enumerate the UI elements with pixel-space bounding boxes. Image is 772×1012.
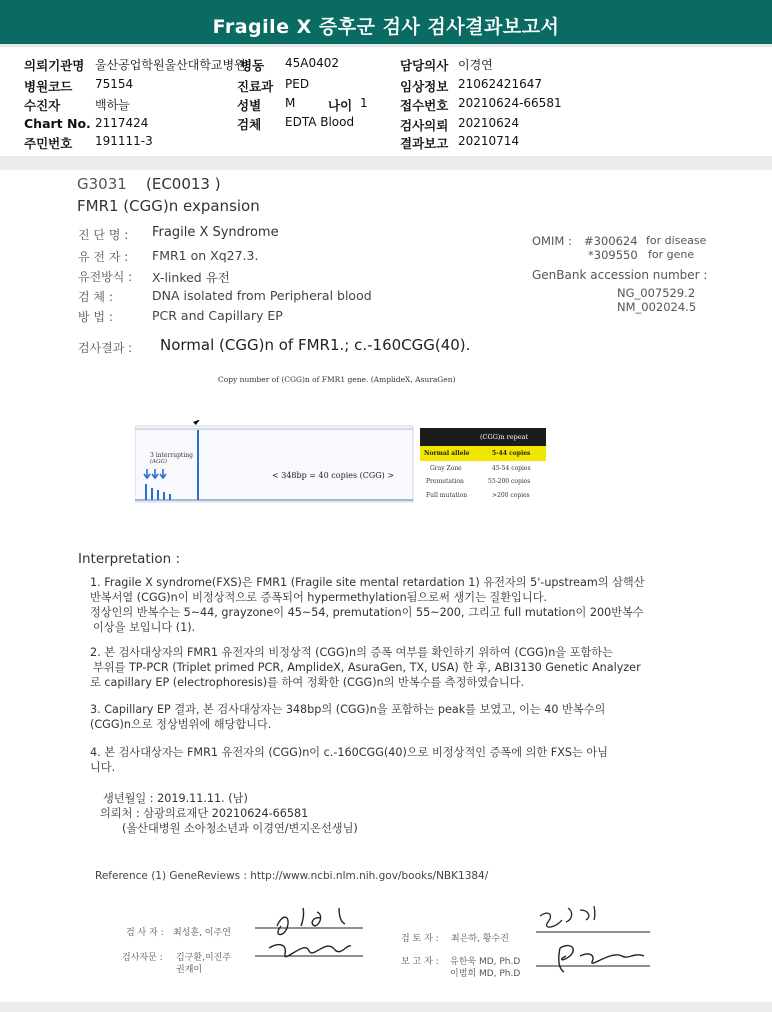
test-code-ec: (EC0013 ) bbox=[146, 175, 221, 193]
birth-date: 생년월일 : 2019.11.11. (남) bbox=[103, 792, 248, 805]
reviewer-signature bbox=[530, 900, 660, 980]
chart-value: 2117424 bbox=[95, 116, 149, 130]
interrupt-sub: (AGG) bbox=[150, 459, 168, 465]
interp-line: 이상을 보입니다 (1). bbox=[93, 621, 196, 634]
table-row-name: Normal allele bbox=[424, 450, 470, 457]
interp-line: 로 capillary EP (electrophoresis)를 하여 정확한 (CGG)n의 반복수를 측정하였습니다. bbox=[90, 676, 525, 689]
interrupt-label: 3 interrupting bbox=[150, 452, 193, 459]
interp-line: 1. Fragile X syndrome(FXS)은 FMR1 (Fragile site mental retardation 1) 유전자의 5'-upstream의 삼핵산 bbox=[90, 576, 645, 589]
requester-detail: (울산대병원 소아청소년과 이경연/변지온선생님) bbox=[122, 822, 358, 835]
report-date-label: 결과보고 bbox=[400, 136, 449, 151]
clinical-info-label: 임상정보 bbox=[400, 79, 449, 94]
reviewer-names: 최은하, 황수진 bbox=[451, 934, 509, 944]
interp-line: 3. Capillary EP 결과, 본 검사대상자는 348bp의 (CGG)n을 포함하는 peak를 보였고, 이는 40 반복수의 bbox=[90, 703, 606, 716]
row-inheritance-label: 유전방식 : bbox=[78, 270, 133, 284]
ward-value: 45A0402 bbox=[285, 56, 340, 70]
request-date-value: 20210624 bbox=[458, 116, 520, 130]
reference: Reference (1) GeneReviews : http://www.ncbi.nlm.nih.gov/books/NBK1384/ bbox=[95, 870, 489, 882]
interp-line: 반복서열 (CGG)n이 비정상적으로 증폭되어 hypermethylation됨으로써 생기는 질환입니다. bbox=[90, 591, 548, 604]
dept-label: 진료과 bbox=[237, 79, 274, 94]
interp-line: 정상인의 반복수는 5~44, grayzone이 45~54, premutation이 55~200, 그리고 full mutation이 200반복수 bbox=[90, 606, 644, 619]
row-inheritance-value: X-linked 유전 bbox=[152, 270, 230, 285]
row-diagnosis-value: Fragile X Syndrome bbox=[152, 225, 279, 240]
scanned-report bbox=[0, 170, 772, 1002]
ward-label: 병동 bbox=[240, 58, 265, 73]
row-method-value: PCR and Capillary EP bbox=[152, 308, 283, 323]
table-row-range: 45-54 copies bbox=[492, 465, 531, 472]
result-label: 검사결과 : bbox=[78, 341, 133, 355]
test-name: FMR1 (CGG)n expansion bbox=[77, 197, 260, 215]
interp-line: 부위를 TP-PCR (Triplet primed PCR, AmplideX, AsuraGen, TX, USA) 한 후, ABI3130 Genetic Analyzer bbox=[93, 661, 641, 674]
genbank-nm: NM_002024.5 bbox=[617, 300, 697, 314]
test-code: G3031 bbox=[77, 175, 127, 193]
table-row-name: Gray Zone bbox=[430, 465, 462, 472]
repeat-table-header: (CGG)n repeat bbox=[480, 433, 529, 441]
dept-value: PED bbox=[285, 77, 310, 91]
report-header-bar bbox=[0, 0, 772, 47]
hospital-code-label: 병원코드 bbox=[24, 79, 73, 94]
table-row-name: Full mutation bbox=[426, 492, 468, 499]
row-diagnosis-label: 진 단 명 : bbox=[78, 228, 129, 242]
age-label: 나이 bbox=[328, 98, 353, 113]
advisor-names: 김구환,이진주 bbox=[176, 953, 232, 963]
interp-line: 2. 본 검사대상자의 FMR1 유전자의 비정상적 (CGG)n의 증폭 여부를 확인하기 위하여 (CGG)n을 포함하는 bbox=[90, 646, 613, 659]
receipt-value: 20210624-66581 bbox=[458, 96, 562, 110]
table-row-range: 5-44 copies bbox=[492, 450, 531, 457]
genbank-ng: NG_007529.2 bbox=[617, 286, 696, 300]
row-gene-value: FMR1 on Xq27.3. bbox=[152, 248, 259, 263]
omim-label: OMIM : bbox=[532, 234, 572, 248]
tester-signature bbox=[255, 898, 375, 968]
figure-caption: Copy number of (CGG)n of FMR1 gene. (AmplideX, AsuraGen) bbox=[218, 375, 456, 384]
interpretation-title: Interpretation : bbox=[78, 551, 181, 567]
doctor-label: 담당의사 bbox=[400, 58, 449, 73]
section-divider bbox=[0, 156, 772, 170]
report-date-value: 20210714 bbox=[458, 134, 520, 148]
row-gene-label: 유 전 자 : bbox=[78, 250, 129, 264]
specimen-value: EDTA Blood bbox=[285, 115, 355, 129]
patient-label: 수진자 bbox=[24, 98, 61, 113]
tester-names: 최성훈, 이주연 bbox=[173, 928, 231, 938]
reporter-label: 보 고 자 : bbox=[401, 957, 439, 967]
row-specimen-label: 검 체 : bbox=[78, 290, 113, 304]
table-row-range: >200 copies bbox=[492, 492, 530, 499]
row-specimen-value: DNA isolated from Peripheral blood bbox=[152, 288, 372, 303]
doctor-value: 이경연 bbox=[458, 58, 493, 72]
omim-gene: *309550 bbox=[588, 248, 638, 262]
advisor-label: 검사자문 : bbox=[122, 953, 163, 963]
clinical-info-value: 21062421647 bbox=[458, 77, 542, 91]
requester: 의뢰처 : 삼광의료재단 20210624-66581 bbox=[100, 807, 309, 820]
repeat-table bbox=[420, 428, 546, 506]
reviewer-label: 검 토 자 : bbox=[401, 934, 439, 944]
id-value: 191111-3 bbox=[95, 134, 153, 148]
sex-label: 성별 bbox=[237, 98, 262, 113]
interp-line: (CGG)n으로 정상범위에 해당합니다. bbox=[90, 718, 272, 731]
table-row-range: 55-200 copies bbox=[488, 478, 531, 485]
id-label: 주민번호 bbox=[24, 136, 73, 151]
omim-disease: #300624 bbox=[584, 234, 638, 248]
omim-disease-note: for disease bbox=[646, 234, 707, 247]
page-title: Fragile X 증후군 검사 검사결과보고서 bbox=[212, 16, 560, 38]
receipt-label: 접수번호 bbox=[400, 98, 449, 113]
patient-value: 백하늘 bbox=[95, 98, 130, 112]
peak-label: < 348bp = 40 copies (CGG) > bbox=[272, 471, 395, 480]
chart-label: Chart No. bbox=[24, 116, 91, 131]
table-row-name: Premutation bbox=[426, 478, 464, 485]
age-value: 1 bbox=[360, 96, 368, 110]
sex-value: M bbox=[285, 96, 296, 110]
row-method-label: 방 법 : bbox=[78, 310, 113, 324]
hospital-code-value: 75154 bbox=[95, 77, 134, 91]
omim-gene-note: for gene bbox=[648, 248, 695, 261]
interp-line: 4. 본 검사대상자는 FMR1 유전자의 (CGG)n이 c.-160CGG(40)으로 비정상적인 증폭에 의한 FXS는 아님 bbox=[90, 746, 608, 759]
advisor-names-2: 권재이 bbox=[176, 965, 203, 975]
result-value: Normal (CGG)n of FMR1.; c.-160CGG(40). bbox=[160, 336, 471, 354]
reporter-names: 유한욱 MD, Ph.D bbox=[450, 957, 521, 967]
genbank-label: GenBank accession number : bbox=[532, 268, 708, 282]
institution-label: 의뢰기관명 bbox=[24, 58, 85, 73]
institution-value: 울산공업학원울산대학교병원 bbox=[95, 58, 246, 72]
request-date-label: 검사의뢰 bbox=[400, 118, 449, 133]
specimen-label: 검체 bbox=[237, 117, 262, 132]
reporter-names-2: 이범희 MD, Ph.D bbox=[450, 969, 521, 979]
tester-label: 검 사 자 : bbox=[126, 928, 164, 938]
interp-line: 니다. bbox=[90, 761, 116, 774]
